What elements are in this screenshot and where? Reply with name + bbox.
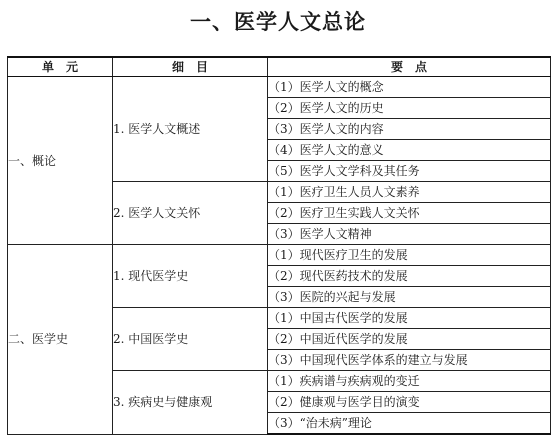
unit-cell: 二、医学史: [8, 245, 113, 435]
point-cell: （3）“治未病”理论: [268, 413, 551, 435]
point-cell: （2）健康观与医学目的演变: [268, 392, 551, 413]
point-cell: （3）医院的兴起与发展: [268, 287, 551, 308]
detail-cell: 1. 现代医学史: [113, 245, 268, 308]
header-unit: 单 元: [8, 57, 113, 77]
point-cell: （2）医疗卫生实践人文关怀: [268, 203, 551, 224]
detail-cell: 2. 中国医学史: [113, 308, 268, 371]
point-cell: （4）医学人文的意义: [268, 140, 551, 161]
point-cell: （1）医学人文的概念: [268, 77, 551, 98]
point-cell: （3）医学人文精神: [268, 224, 551, 245]
detail-cell: 1. 医学人文概述: [113, 77, 268, 182]
table-header-row: [8, 57, 551, 77]
point-cell: （3）中国现代医学体系的建立与发展: [268, 350, 551, 371]
point-cell: （2）医学人文的历史: [268, 98, 551, 119]
page-title: 一、医学人文总论: [190, 10, 366, 34]
detail-cell: 2. 医学人文关怀: [113, 182, 268, 245]
point-cell: （3）医学人文的内容: [268, 119, 551, 140]
header-detail: 细 目: [113, 57, 268, 77]
point-cell: （5）医学人文学科及其任务: [268, 161, 551, 182]
unit-cell: 一、概论: [8, 77, 113, 245]
point-cell: （2）中国近代医学的发展: [268, 329, 551, 350]
detail-cell: 3. 疾病史与健康观: [113, 371, 268, 435]
syllabus-table: [7, 56, 551, 435]
point-cell: （1）医疗卫生人员人文素养: [268, 182, 551, 203]
point-cell: （1）疾病谱与疾病观的变迁: [268, 371, 551, 392]
table-row: [8, 245, 551, 266]
point-cell: （1）中国古代医学的发展: [268, 308, 551, 329]
table-row: [8, 77, 551, 98]
point-cell: （2）现代医药技术的发展: [268, 266, 551, 287]
header-point: 要 点: [268, 57, 551, 77]
point-cell: （1）现代医疗卫生的发展: [268, 245, 551, 266]
